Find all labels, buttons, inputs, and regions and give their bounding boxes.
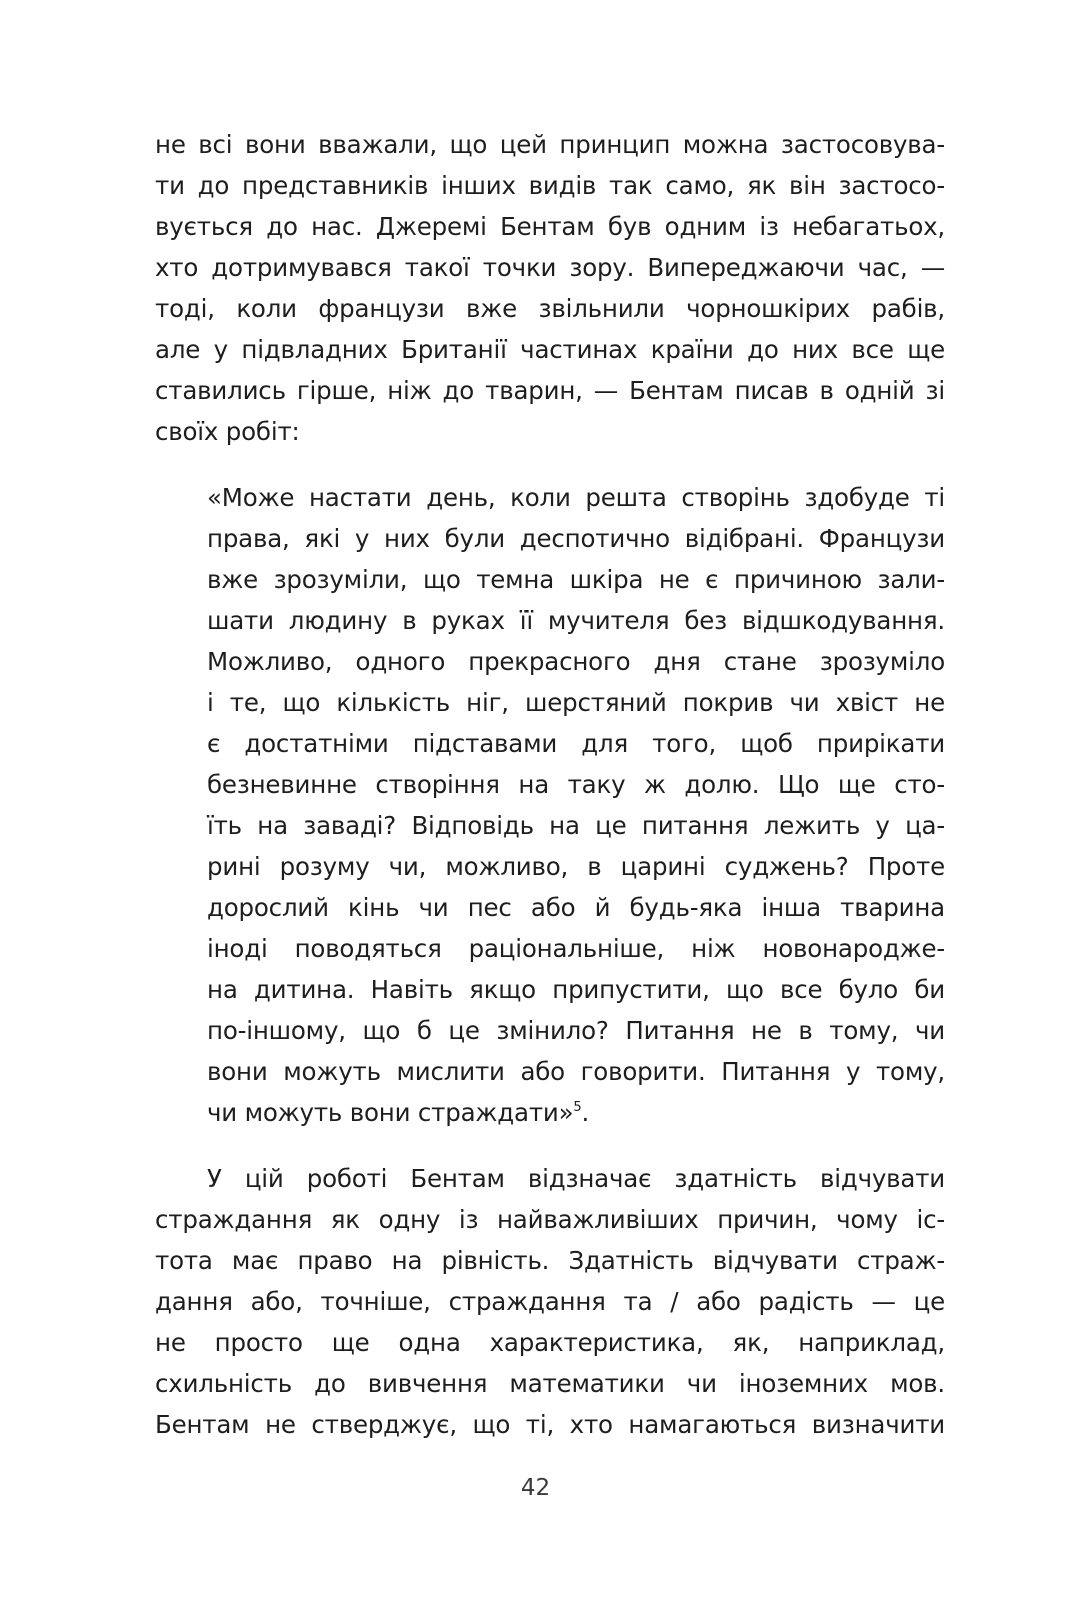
text-line: дання або, точніше, страждання та / або радість — це — [155, 1287, 945, 1316]
quote-line: дорослий кінь чи пес або й будь-яка інша тварина — [207, 893, 945, 922]
text-line: але у підвладних Британії частинах країни до них все ще — [155, 335, 945, 364]
quote-line: іноді поводяться раціональніше, ніж новонародже- — [207, 934, 945, 963]
quote-line: є достатніми підставами для того, щоб прирікати — [207, 729, 945, 758]
text-line: Бентам не стверджує, що ті, хто намагаються визначити — [155, 1410, 945, 1439]
quote-last-line-text: чи можуть вони страждати» — [207, 1098, 574, 1127]
text-line: вується до нас. Джеремі Бентам був одним із небагатьох, — [155, 212, 945, 241]
text-line: своїх робіт: — [155, 417, 300, 446]
text-line: ти до представників інших видів так само, як він застосо- — [155, 171, 945, 200]
quote-last-line-period: . — [581, 1098, 590, 1127]
quote-line: права, які у них були деспотично відібрані. Французи — [207, 524, 945, 553]
quote-line: вже зрозуміли, що темна шкіра не є причиною зали- — [207, 565, 945, 594]
paragraph-2 — [155, 1158, 945, 1445]
quote-line: вони можуть мислити або говорити. Питання у тому, — [207, 1057, 945, 1086]
quote-line: рині розуму чи, можливо, в царині суджень? Проте — [207, 852, 945, 881]
quote-line: і те, що кількість ніг, шерстяний покрив чи хвіст не — [207, 688, 945, 717]
quote-line: Можливо, одного прекрасного дня стане зрозуміло — [207, 647, 945, 676]
text-line: не всі вони вважали, що цей принцип можна застосовува- — [155, 130, 945, 159]
text-line: тоді, коли французи вже звільнили чорношкірих рабів, — [155, 294, 945, 323]
quote-last-line — [207, 1092, 945, 1133]
text-line: не просто ще одна характеристика, як, наприклад, — [155, 1328, 945, 1357]
quote-line: «Може настати день, коли решта створінь здобуде ті — [207, 483, 945, 512]
quote-line: їть на заваді? Відповідь на це питання лежить у ца- — [207, 811, 945, 840]
text-line: хто дотримувався такої точки зору. Випереджаючи час, — — [155, 253, 945, 282]
text-line: страждання як одну із найважливіших причин, чому іс- — [155, 1205, 945, 1234]
page-body — [155, 124, 945, 1445]
quote-line: на дитина. Навіть якщо припустити, що все було би — [207, 975, 945, 1004]
text-line: схильність до вивчення математики чи іноземних мов. — [155, 1369, 945, 1398]
footnote-reference[interactable]: 5 — [573, 1100, 582, 1115]
quote-line: по-іншому, що б це змінило? Питання не в тому, чи — [207, 1016, 945, 1045]
block-quote — [207, 477, 945, 1133]
page-number: 42 — [520, 1475, 551, 1501]
quote-line: шати людину в руках її мучителя без відшкодування. — [207, 606, 945, 635]
text-line: ставились гірше, ніж до тварин, — Бентам писав в одній зі — [155, 376, 945, 405]
text-line: У цій роботі Бентам відзначає здатність відчувати — [207, 1164, 945, 1193]
paragraph-1 — [155, 124, 945, 452]
quote-line: безневинне створіння на таку ж долю. Що ще сто- — [207, 770, 945, 799]
text-line: тота має право на рівність. Здатність відчувати страж- — [155, 1246, 945, 1275]
